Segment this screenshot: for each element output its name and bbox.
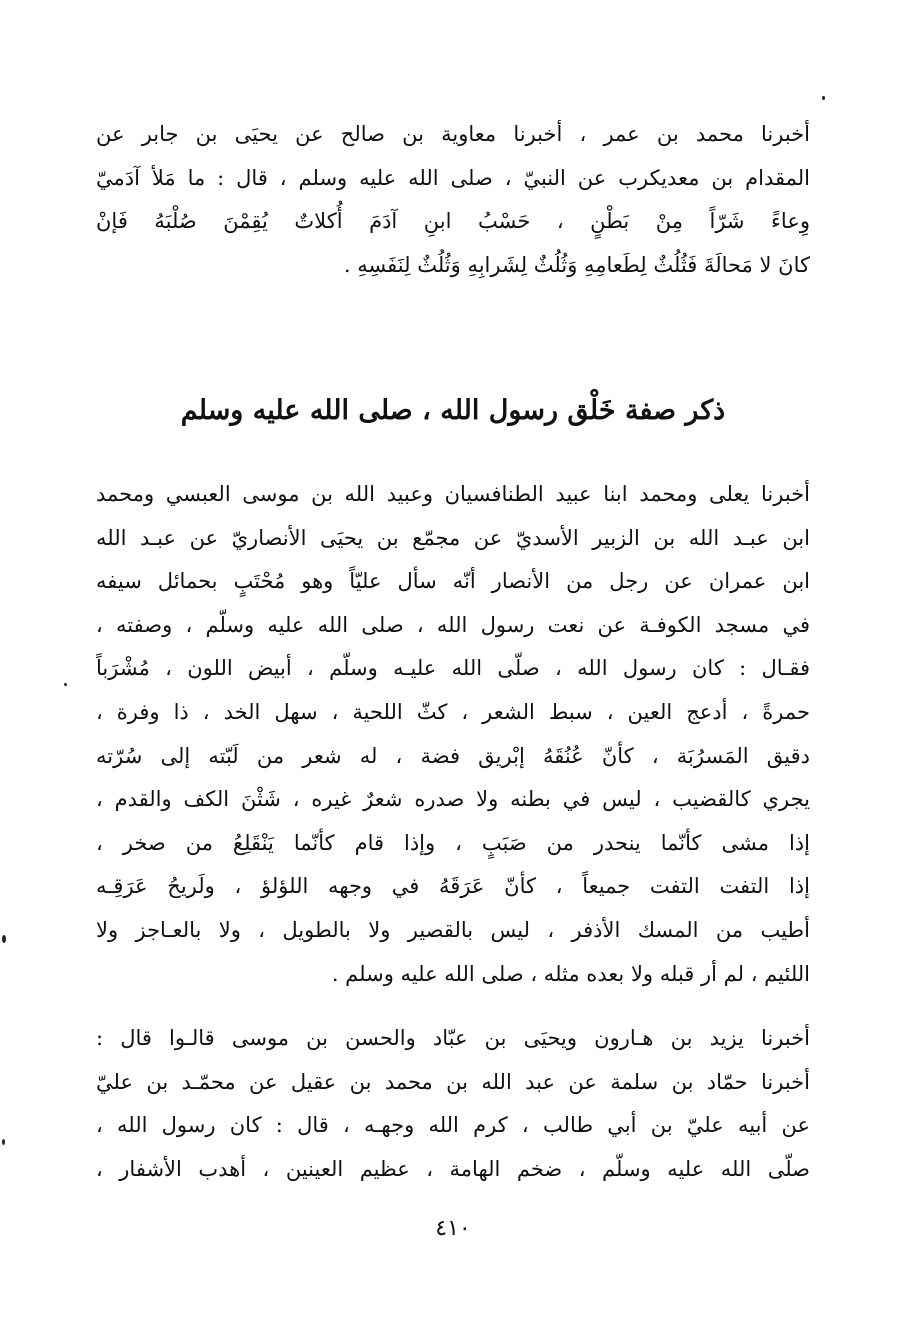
section-heading: ذكر صفة خَلْق رسول الله ، صلى الله عليه وسلم — [180, 395, 726, 426]
text-line: المقدام بن معديكرب عن النبيّ ، صلى الله عليه وسلم ، قال : ما مَلأ آدَميّ — [96, 165, 810, 190]
text-line: أخبرنا حمّاد بن سلمة عن عبد الله بن محمد بن عقيل عن محمّـد بن عليّ — [96, 1069, 810, 1094]
text-line: كانَ لا مَحالَةَ فَثُلُثٌ لِطَعامِهِ وَثُلُثٌ لِشَرابِهِ وَثُلُثٌ لِنَفَسِهِ . — [343, 252, 810, 277]
text-line: إذا مشى كأنّما ينحدر من صَبَبٍ ، وإذا قام كأنّما يَنْقَلِعُ من صخر ، — [96, 830, 810, 855]
text-line: في مسجد الكوفـة عن نعت رسول الله ، صلى الله عليه وسلّم ، وصفته ، — [96, 612, 810, 637]
scan-speck — [2, 935, 6, 943]
text-line: ابن عبـد الله بن الزبير الأسديّ عن مجمّع بن يحيَى الأنصاريّ عن عبـد الله — [96, 525, 810, 550]
paragraph-description-ali — [96, 473, 810, 996]
text-line: أطيب من المسك الأذفر ، ليس بالقصير ولا بالطويل ، ولا بالعـاجز ولا — [96, 917, 810, 942]
text-line: يجري كالقضيب ، ليس في بطنه ولا صدره شعرٌ غيره ، شَثْنَ الكف والقدم ، — [96, 787, 810, 812]
text-line: اللئيم ، لم أر قبله ولا بعده مثله ، صلى الله عليه وسلم . — [331, 961, 810, 986]
text-line: ابن عمران عن رجل من الأنصار أنّه سأل عليّاً وهو مُحْتَبٍ بحمائل سيفه — [96, 569, 810, 594]
text-line: أخبرنا يعلى ومحمد ابنا عبيد الطنافسيان وعبيد الله بن موسى العبسي ومحمد — [96, 482, 810, 506]
text-line: أخبرنا محمد بن عمر ، أخبرنا معاوية بن صالح عن يحيَى بن جابر عن — [96, 122, 810, 146]
paragraph-hadith-stomach — [96, 113, 810, 287]
scan-speck — [64, 683, 67, 686]
text-line: أخبرنا يزيد بن هـارون ويحيَى بن عبّاد والحسن بن موسى قالـوا قال : — [96, 1026, 810, 1050]
scan-speck — [822, 96, 825, 100]
paragraph-description-hammad — [96, 1017, 810, 1191]
text-line: وِعاءً شَرّاً مِنْ بَطْنٍ ، حَسْبُ ابنِ آدَمَ أُكلاتٌ يُقِمْنَ صُلْبَهُ فَإنْ — [96, 209, 810, 234]
text-line: حمرةً ، أدعج العين ، سبط الشعر ، كثّ اللحية ، سهل الخد ، ذا وفرة ، — [96, 699, 810, 724]
scan-speck — [2, 1139, 5, 1145]
text-line: عن أبيه عليّ بن أبي طالب ، كرم الله وجهـه ، قال : كان رسول الله ، — [96, 1113, 810, 1138]
text-line: فقـال : كان رسول الله ، صلّى الله عليـه وسلّم ، أبيض اللون ، مُشْرَباً — [96, 656, 810, 681]
text-line: دقيق المَسرُبَة ، كأنّ عُنُقَهُ إبْريق فضة ، له شعر من لَبّته إلى سُرّته — [96, 743, 810, 768]
text-line: إذا التفت التفت جميعاً ، كأنّ عَرَقَهُ في وجهه اللؤلؤ ، ولَريحُ عَرَقِـه — [96, 874, 810, 899]
page-number: ٤١٠ — [435, 1216, 471, 1241]
text-line: صلّى الله عليه وسلّم ، ضخم الهامة ، عظيم العينين ، أهدب الأشفار ، — [96, 1156, 810, 1181]
